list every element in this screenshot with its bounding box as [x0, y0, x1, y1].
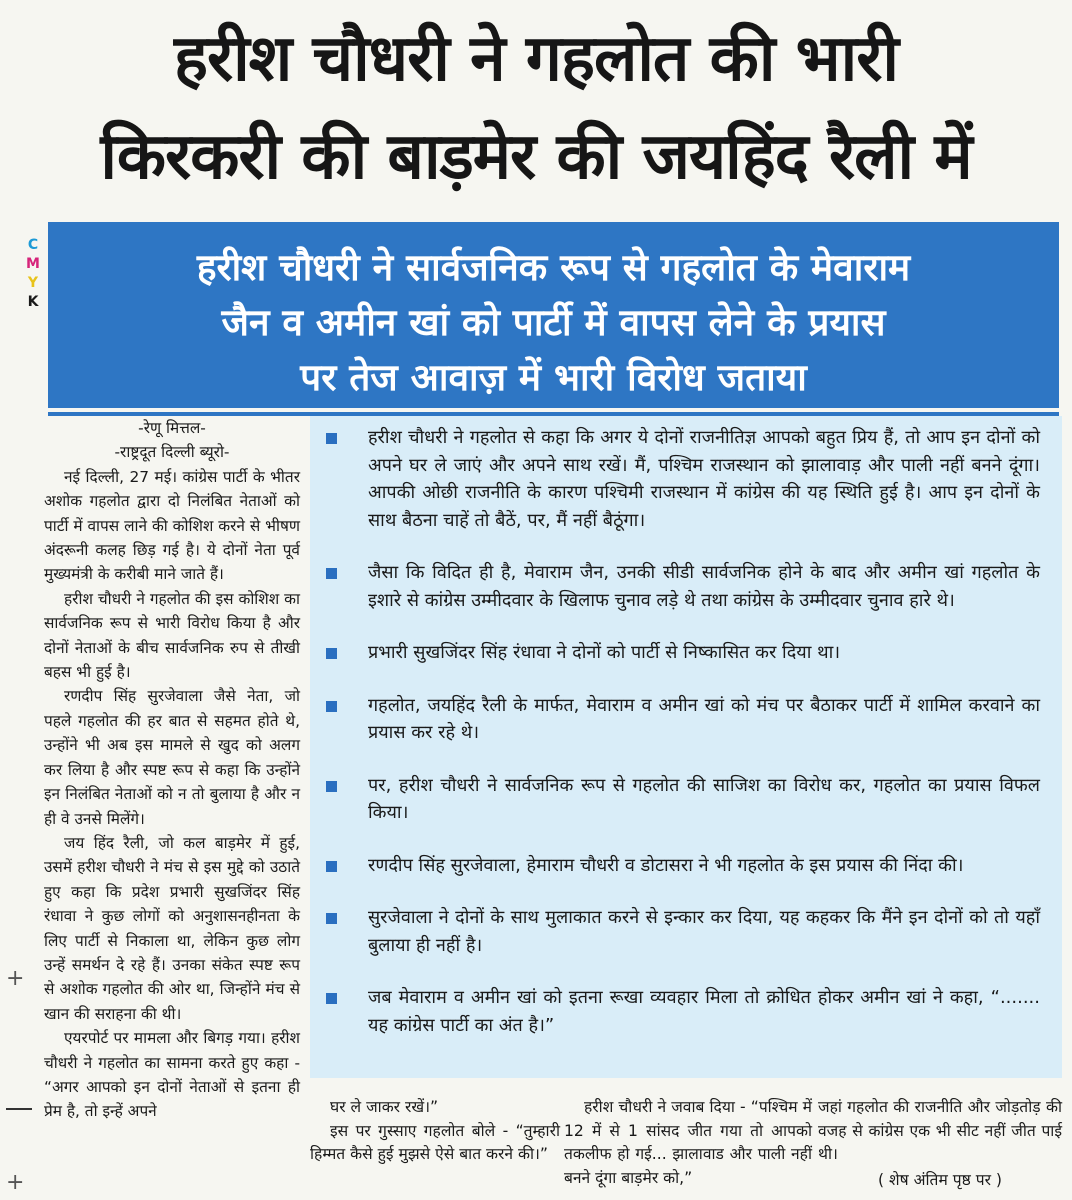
cmyk-letter-c: C [27, 237, 39, 253]
trim-mark [6, 1108, 32, 1110]
highlight-text: सुरजेवाला ने दोनों के साथ मुलाकात करने से इन्कार कर दिया, यह कहकर कि मैंने इन दोनों को तो यहाँ बुलाया ही नहीं है। [368, 907, 1040, 956]
crosshair-icon: + [6, 966, 25, 991]
square-bullet-icon [326, 913, 337, 924]
left-column-article [44, 416, 300, 1124]
bottom-column-3 [818, 1096, 1062, 1192]
banner-line-2: जैन व अमीन खां को पार्टी में वापस लेने के प्रयास [221, 301, 886, 344]
square-bullet-icon [326, 861, 337, 872]
highlight-text: हरीश चौधरी ने गहलोत से कहा कि अगर ये दोनों राजनीतिज्ञ आपको बहुत प्रिय हैं, तो आप इन दोनों को अपने घर ले जाएं और अपने साथ रखें। मैं, पश्चिम राजस्थान को झालावाड़ और पाली नहीं बनने दूंगा। आपकी ओछी राजनीति के कारण पश्चिमी राजस्थान में कांग्रेस की यह स्थिति हुई है। आप इन दोनों के साथ बैठना चाहें तो बैठें, पर, मैं नहीं बैठूंगा। [368, 427, 1040, 531]
crosshair-icon: + [6, 1170, 25, 1195]
subheadline-banner [48, 222, 1059, 408]
cmyk-letter-y: Y [27, 275, 39, 291]
headline [0, 10, 1072, 206]
article-paragraph: घर ले जाकर रखें।” [330, 1098, 439, 1116]
bottom-column-1 [310, 1096, 560, 1167]
headline-line-1: हरीश चौधरी ने गहलोत की भारी [173, 22, 899, 96]
continued-note: ( शेष अंतिम पृष्ठ पर ) [877, 1170, 1002, 1189]
banner-line-3: पर तेज आवाज़ में भारी विरोध जताया [300, 356, 807, 399]
highlight-text: जैसा कि विदित ही है, मेवाराम जैन, उनकी सीडी सार्वजनिक होने के बाद और अमीन खां गहलोत के इशारे से कांग्रेस उम्मीदवार के खिलाफ चुनाव लड़े थे तथा कांग्रेस के उम्मीदवार चुनाव हारे थे। [368, 562, 1040, 611]
article-paragraph: जय हिंद रैली, जो कल बाड़मेर में हुई, उसमें हरीश चौधरी ने मंच से इस मुद्दे को उठाते हुए कहा कि प्रदेश प्रभारी सुखजिंदर सिंह रंधावा ने कुछ लोगों को अनुशासनहीनता के लिए पार्टी से निकाला था, लेकिन कुछ लोग उन्हें समर्थन दे रहे हैं। उनका संकेत स्पष्ट रूप से अशोक गहलोत की ओर था, जिन्होंने मंच से खान की सराहना की थी। [44, 833, 300, 1023]
article-paragraph: हरीश चौधरी ने गहलोत की इस कोशिश का सार्वजनिक रूप से भारी विरोध किया है और दोनों नेताओं के बीच सार्वजनिक रुप से तीखी बहस भी हुई है। [44, 589, 300, 682]
highlight-text: रणदीप सिंह सुरजेवाला, हेमाराम चौधरी व डोटासरा ने भी गहलोत के इस प्रयास की निंदा की। [368, 854, 964, 876]
highlight-text: प्रभारी सुखजिंदर सिंह रंधावा ने दोनों को पार्टी से निष्कासित कर दिया था। [368, 642, 841, 663]
byline-author: -रेणू मित्तल- [138, 419, 206, 437]
highlight-point [324, 852, 1040, 880]
article-paragraph: रणदीप सिंह सुरजेवाला जैसे नेता, जो पहले गहलोत की हर बात से सहमत होते थे, उन्होंने भी अब इस मामले से खुद को अलग कर लिया है और स्पष्ट रूप से कहा कि उन्होंने इन निलंबित नेताओं को न तो बुलाया है और न ही वे उनसे मिलेंगे। [44, 687, 300, 828]
square-bullet-icon [326, 781, 337, 792]
highlight-point [324, 424, 1040, 534]
byline-bureau: -राष्ट्रदूत दिल्ली ब्यूरो- [114, 443, 230, 462]
highlight-text: गहलोत, जयहिंद रैली के मार्फत, मेवाराम व अमीन खां को मंच पर बैठाकर पार्टी में शामिल करवाने का प्रयास कर रहे थे। [368, 694, 1040, 743]
highlight-point [324, 559, 1040, 614]
highlight-point [324, 692, 1040, 747]
article-paragraph: जहां गहलोत की राजनीति और जोड़तोड़ की वजह से कांग्रेस एक भी सीट नहीं जीत पाई थी। [818, 1098, 1062, 1163]
square-bullet-icon [326, 993, 337, 1004]
square-bullet-icon [326, 568, 337, 579]
highlights-box [310, 416, 1062, 1078]
article-paragraph: एयरपोर्ट पर मामला और बिगड़ गया। हरीश चौधरी ने गहलोत का सामना करते हुए कहा - “अगर आपको इन दोनों नेताओं से इतना ही प्रेम है, तो इन्हें अपने [44, 1029, 300, 1121]
highlight-point [324, 772, 1040, 827]
headline-line-2: किरकरी की बाड़मेर की जयहिंद रैली में [100, 120, 972, 194]
highlight-point [324, 639, 1040, 667]
cmyk-letter-m: M [26, 256, 40, 272]
cmyk-letter-k: K [27, 294, 39, 310]
highlight-text: जब मेवाराम व अमीन खां को इतना रूखा व्यवहार मिला तो क्रोधित होकर अमीन खां ने कहा, “....... यह कांग्रेस पार्टी का अंत है।” [368, 987, 1040, 1036]
bottom-column-2 [564, 1096, 812, 1190]
cmyk-registration-mark [24, 236, 42, 312]
article-paragraph: इस पर गुस्साए गहलोत बोले - “तुम्हारी हिम्मत कैसे हुई मुझसे ऐसे बात करने की।” [310, 1121, 560, 1163]
square-bullet-icon [326, 433, 337, 444]
banner-line-1: हरीश चौधरी ने सार्वजनिक रूप से गहलोत के मेवाराम [196, 246, 911, 289]
article-paragraph: हरीश चौधरी ने जवाब दिया - “पश्चिम में 12 में से 1 सांसद जीत गया तो आपको तकलीफ हो गई... झालावाड और पाली नहीं बनने दूंगा बाड़मेर को,” [564, 1098, 812, 1187]
square-bullet-icon [326, 701, 337, 712]
article-paragraph: नई दिल्ली, 27 मई। कांग्रेस पार्टी के भीतर अशोक गहलोत द्वारा दो निलंबित नेताओं को पार्टी में वापस लाने की कोशिश करने से भीषण अंदरूनी कलह छिड़ गई है। ये दोनों नेता पूर्व मुख्यमंत्री के करीबी माने जाते हैं। [44, 467, 300, 584]
highlight-point [324, 984, 1040, 1039]
highlight-text: पर, हरीश चौधरी ने सार्वजनिक रूप से गहलोत की साजिश का विरोध कर, गहलोत का प्रयास विफल किया। [368, 774, 1040, 823]
square-bullet-icon [326, 648, 337, 659]
highlight-point [324, 904, 1040, 959]
